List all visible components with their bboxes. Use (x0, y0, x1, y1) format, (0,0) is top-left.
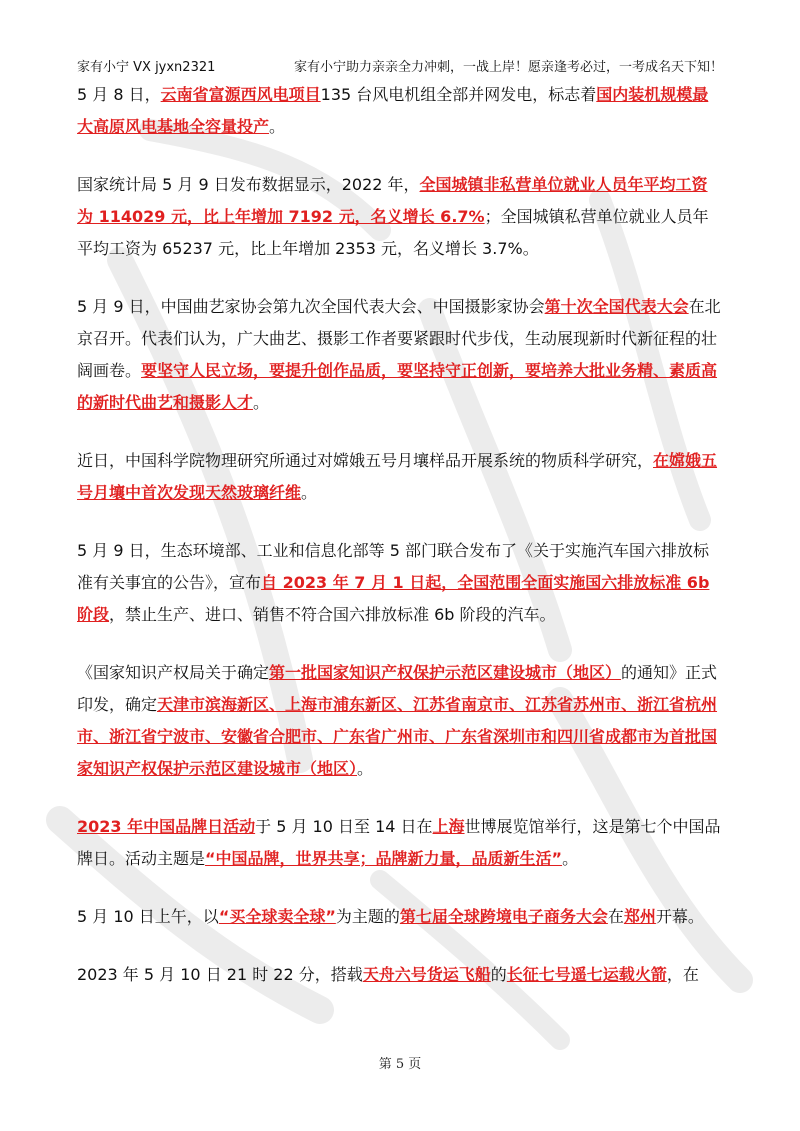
paragraph-text: 在 (607, 907, 624, 926)
header-right-text: 家有小宁助力亲亲全力冲刺，一战上岸！愿亲逢考必过，一考成名天下知！ (293, 60, 723, 75)
paragraph-text: 开幕。 (655, 907, 704, 926)
highlighted-keyphrase: 长征七号遥七运载火箭 (506, 965, 667, 984)
paragraph-text: 。 (357, 759, 374, 778)
paragraph-text: 5 月 8 日， (77, 85, 161, 104)
paragraph-text: 世博展览馆举行，这是第七个中国品牌日。活动主题是 (77, 817, 721, 868)
highlighted-keyphrase: 云南省富源西风电项目 (160, 85, 321, 104)
paragraph-text: 。 (253, 393, 270, 412)
paragraph-text: 5 月 9 日，生态环境部、工业和信息化部等 5 部门联合发布了《关于实施汽车国六排放标准有关事宜的公告》，宣布 (77, 541, 709, 592)
paragraph-text: 5 月 10 日上午，以 (77, 907, 219, 926)
highlighted-keyphrase: 2023 年中国品牌日活动 (77, 817, 256, 836)
paragraph-text: 135 台风电机组全部并网发电，标志着 (320, 85, 597, 104)
highlighted-keyphrase: 在嫦娥五号月壤中首次发现天然玻璃纤维 (77, 451, 718, 502)
page-header (77, 56, 723, 76)
header-left-text: 家有小宁 VX jyxn2321 (77, 60, 216, 75)
paragraph-text: 的通知》正式印发，确定 (77, 663, 718, 714)
paragraph-text: ，禁止生产、进口、销售不符合国六排放标准 6b 阶段的汽车。 (109, 605, 556, 624)
news-paragraph (77, 811, 723, 875)
highlighted-keyphrase: 天舟六号货运飞船 (362, 965, 491, 984)
news-paragraph (77, 657, 723, 785)
highlighted-keyphrase: 国内装机规模最大高原风电基地全容量投产 (77, 85, 709, 136)
highlighted-keyphrase: 要坚守人民立场，要提升创作品质，要坚持守正创新，要培养大批业务精、素质高的新时代曲艺和摄影人才 (77, 361, 718, 412)
news-paragraph (77, 901, 723, 933)
paragraph-text: 的 (490, 965, 507, 984)
news-paragraph (77, 535, 723, 631)
paragraph-text: 为主题的 (335, 907, 400, 926)
paragraph-text: 于 5 月 10 日至 14 日在 (255, 817, 433, 836)
highlighted-keyphrase: 全国城镇非私营单位就业人员年平均工资为 114029 元，比上年增加 7192 元，名义增长 6.7% (77, 175, 708, 226)
news-paragraph (77, 445, 723, 509)
highlighted-keyphrase: 第十次全国代表大会 (544, 297, 689, 316)
paragraph-text: 在北京召开。代表们认为，广大曲艺、摄影工作者要紧跟时代步伐，生动展现新时代新征程的壮阔画卷。 (77, 297, 721, 380)
highlighted-keyphrase: “买全球卖全球” (218, 907, 336, 926)
paragraph-text: 近日，中国科学院物理研究所通过对嫦娥五号月壤样品开展系统的物质科学研究， (77, 451, 654, 470)
paragraph-text: ；全国城镇私营单位就业人员年平均工资为 65237 元，比上年增加 2353 元，名义增长 3.7%。 (77, 207, 709, 258)
highlighted-keyphrase: “中国品牌，世界共享；品牌新力量，品质新生活” (205, 849, 563, 868)
news-paragraph (77, 291, 723, 419)
paragraph-text: 。 (562, 849, 579, 868)
page-number: 第 5 页 (378, 1057, 422, 1072)
paragraph-text: 国家统计局 5 月 9 日发布数据显示，2022 年， (77, 175, 420, 194)
highlighted-keyphrase: 上海 (432, 817, 465, 836)
paragraph-text: 《国家知识产权局关于确定 (77, 663, 270, 682)
news-paragraph (77, 79, 723, 143)
paragraph-text: 5 月 9 日，中国曲艺家协会第九次全国代表大会、中国摄影家协会 (77, 297, 545, 316)
paragraph-text: 2023 年 5 月 10 日 21 时 22 分，搭载 (77, 965, 363, 984)
highlighted-keyphrase: 第七届全球跨境电子商务大会 (399, 907, 608, 926)
highlighted-keyphrase: 天津市滨海新区、上海市浦东新区、江苏省南京市、江苏省苏州市、浙江省杭州市、浙江省宁波市、安徽省合肥市、广东省广州市、广东省深圳市和四川省成都市为首批国家知识产权保护示范区建设城市（地区） (77, 695, 718, 778)
highlighted-keyphrase: 第一批国家知识产权保护示范区建设城市（地区） (269, 663, 622, 682)
document-body (77, 79, 723, 1017)
highlighted-keyphrase: 郑州 (623, 907, 656, 926)
news-paragraph (77, 169, 723, 265)
highlighted-keyphrase: 自 2023 年 7 月 1 日起，全国范围全面实施国六排放标准 6b 阶段 (77, 573, 710, 624)
paragraph-text: ，在 (666, 965, 699, 984)
paragraph-text: 。 (269, 117, 286, 136)
news-paragraph (77, 959, 723, 991)
paragraph-text: 。 (301, 483, 318, 502)
